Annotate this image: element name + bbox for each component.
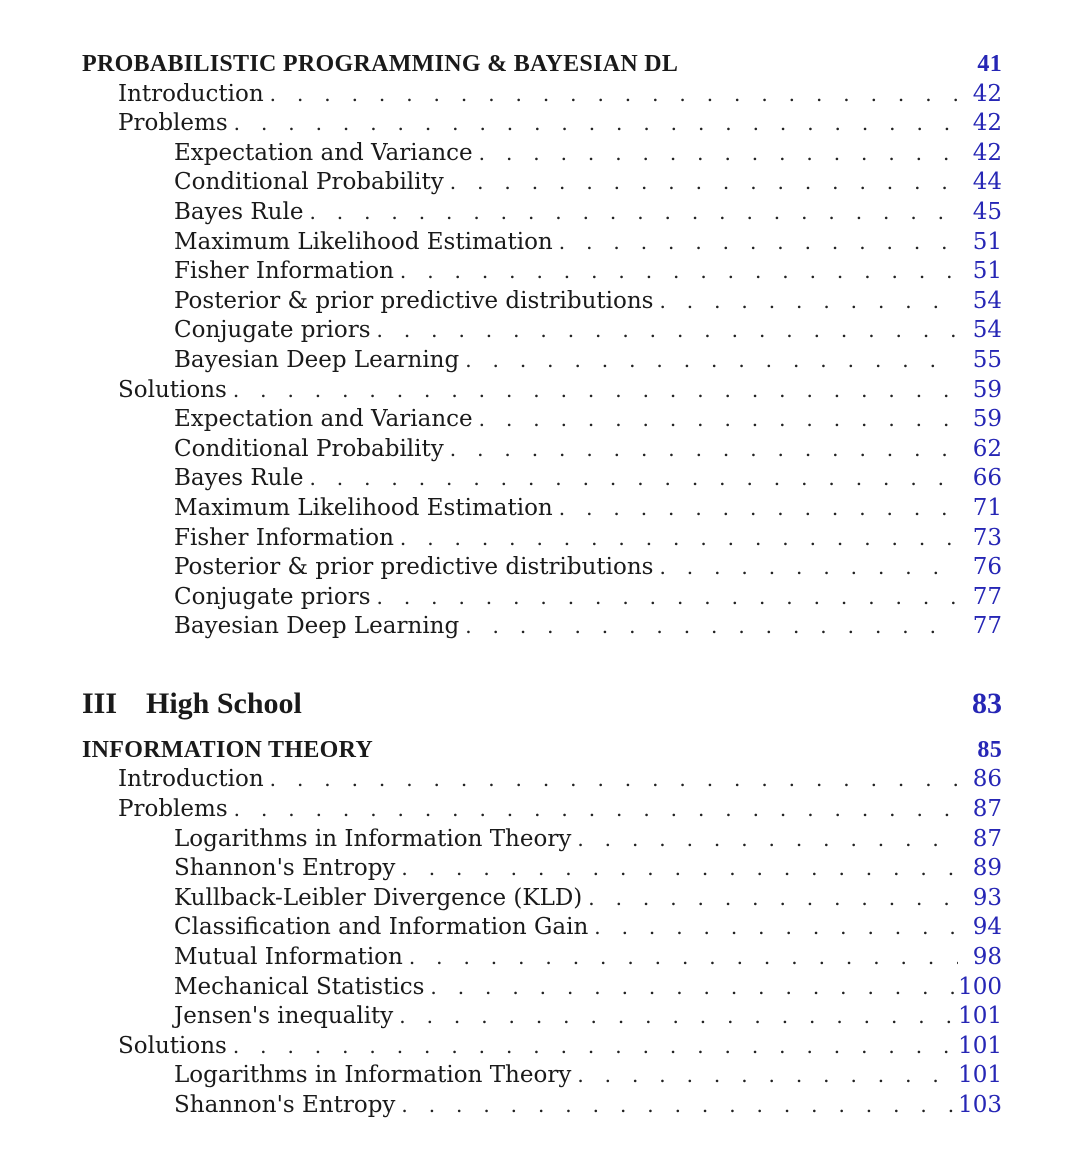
toc-subsection[interactable]	[82, 257, 1002, 287]
dot-leader	[659, 553, 958, 583]
dot-leader	[465, 612, 958, 642]
toc-chapter[interactable]	[82, 736, 1002, 766]
dot-leader	[399, 1002, 954, 1032]
entry-title: Conditional Probability	[82, 435, 450, 465]
entry-page-link[interactable]: 94	[958, 913, 1002, 943]
entry-page-link[interactable]: 100	[954, 973, 1002, 1003]
entry-title: Logarithms in Information Theory	[82, 825, 577, 855]
entry-page-link[interactable]: 54	[958, 287, 1002, 317]
toc-subsection[interactable]	[82, 553, 1002, 583]
chapter-page-link[interactable]: 85	[958, 736, 1002, 766]
part-heading[interactable]	[82, 684, 1002, 724]
toc-section[interactable]	[82, 109, 1002, 139]
dot-leader	[465, 346, 958, 376]
part-page-link[interactable]: 83	[972, 686, 1002, 720]
dot-leader	[400, 524, 958, 554]
entry-page-link[interactable]: 51	[958, 228, 1002, 258]
toc-subsection[interactable]	[82, 884, 1002, 914]
entry-page-link[interactable]: 55	[958, 346, 1002, 376]
entry-title: Conjugate priors	[82, 583, 377, 613]
toc-subsection[interactable]	[82, 198, 1002, 228]
entry-page-link[interactable]: 66	[958, 464, 1002, 494]
toc-subsection[interactable]	[82, 825, 1002, 855]
entry-page-link[interactable]: 87	[958, 795, 1002, 825]
toc-subsection[interactable]	[82, 1091, 1002, 1121]
dot-leader	[377, 583, 958, 613]
toc-subsection[interactable]	[82, 524, 1002, 554]
entry-title: Conjugate priors	[82, 316, 377, 346]
entry-page-link[interactable]: 73	[958, 524, 1002, 554]
chapter-probabilistic-programming	[82, 50, 1002, 642]
dot-leader	[559, 228, 958, 258]
dot-leader	[234, 109, 958, 139]
toc-subsection[interactable]	[82, 612, 1002, 642]
entry-page-link[interactable]: 42	[958, 80, 1002, 110]
entry-title: Fisher Information	[82, 257, 400, 287]
chapter-title: INFORMATION THEORY	[82, 736, 379, 766]
entry-page-link[interactable]: 101	[954, 1032, 1002, 1062]
entry-title: Shannon's Entropy	[82, 854, 401, 884]
chapter-page-link[interactable]: 41	[958, 50, 1002, 80]
entry-page-link[interactable]: 59	[958, 376, 1002, 406]
dot-leader	[409, 943, 958, 973]
dot-leader	[270, 765, 958, 795]
entry-page-link[interactable]: 45	[958, 198, 1002, 228]
toc-subsection[interactable]	[82, 854, 1002, 884]
entry-page-link[interactable]: 93	[958, 884, 1002, 914]
dot-leader	[233, 1032, 954, 1062]
toc-subsection[interactable]	[82, 228, 1002, 258]
entry-page-link[interactable]: 89	[958, 854, 1002, 884]
dot-leader	[577, 1061, 954, 1091]
chapter-information-theory	[82, 736, 1002, 1121]
entry-title: Problems	[82, 795, 234, 825]
toc-subsection[interactable]	[82, 464, 1002, 494]
entry-page-link[interactable]: 77	[958, 612, 1002, 642]
dot-leader	[450, 435, 958, 465]
toc-subsection[interactable]	[82, 973, 1002, 1003]
entry-title: Kullback-Leibler Divergence (KLD)	[82, 884, 588, 914]
entry-page-link[interactable]: 44	[958, 168, 1002, 198]
toc-section[interactable]	[82, 795, 1002, 825]
entry-title: Classification and Information Gain	[82, 913, 594, 943]
dot-leader	[659, 287, 958, 317]
table-of-contents	[82, 50, 1002, 1121]
toc-subsection[interactable]	[82, 1061, 1002, 1091]
entry-title: Introduction	[82, 80, 270, 110]
entry-page-link[interactable]: 98	[958, 943, 1002, 973]
entry-title: Solutions	[82, 376, 233, 406]
entry-page-link[interactable]: 51	[958, 257, 1002, 287]
dot-leader	[270, 80, 958, 110]
entry-title: Maximum Likelihood Estimation	[82, 494, 559, 524]
dot-leader	[479, 139, 958, 169]
entry-title: Fisher Information	[82, 524, 400, 554]
dot-leader	[234, 795, 958, 825]
dot-leader	[401, 1091, 954, 1121]
dot-leader	[588, 884, 958, 914]
entry-title: Bayesian Deep Learning	[82, 346, 465, 376]
dot-leader	[559, 494, 958, 524]
dot-leader	[401, 854, 958, 884]
entry-title: Expectation and Variance	[82, 139, 479, 169]
toc-subsection[interactable]	[82, 168, 1002, 198]
toc-subsection[interactable]	[82, 435, 1002, 465]
entry-page-link[interactable]: 62	[958, 435, 1002, 465]
entry-page-link[interactable]: 103	[954, 1091, 1002, 1121]
toc-subsection[interactable]	[82, 943, 1002, 973]
entry-title: Posterior & prior predictive distributions	[82, 287, 659, 317]
entry-title: Expectation and Variance	[82, 405, 479, 435]
entry-page-link[interactable]: 54	[958, 316, 1002, 346]
entry-page-link[interactable]: 42	[958, 109, 1002, 139]
entry-page-link[interactable]: 87	[958, 825, 1002, 855]
entry-title: Bayes Rule	[82, 198, 309, 228]
dot-leader	[309, 198, 958, 228]
entry-title: Jensen's inequality	[82, 1002, 399, 1032]
entry-title: Mechanical Statistics	[82, 973, 430, 1003]
entry-page-link[interactable]: 86	[958, 765, 1002, 795]
toc-section[interactable]	[82, 1032, 1002, 1062]
entry-title: Bayes Rule	[82, 464, 309, 494]
dot-leader	[377, 316, 958, 346]
entry-title: Mutual Information	[82, 943, 409, 973]
toc-section[interactable]	[82, 765, 1002, 795]
toc-subsection[interactable]	[82, 346, 1002, 376]
toc-subsection[interactable]	[82, 405, 1002, 435]
toc-section[interactable]	[82, 376, 1002, 406]
dot-leader	[577, 825, 958, 855]
entry-title: Posterior & prior predictive distributions	[82, 553, 659, 583]
dot-leader	[450, 168, 958, 198]
toc-subsection[interactable]	[82, 494, 1002, 524]
entry-title: Logarithms in Information Theory	[82, 1061, 577, 1091]
entry-title: Shannon's Entropy	[82, 1091, 401, 1121]
dot-leader	[233, 376, 958, 406]
dot-leader	[430, 973, 954, 1003]
toc-section[interactable]	[82, 80, 1002, 110]
part-number: III	[82, 686, 118, 720]
entry-page-link[interactable]: 71	[958, 494, 1002, 524]
entry-title: Introduction	[82, 765, 270, 795]
part-title: High School	[146, 686, 302, 720]
toc-chapter[interactable]	[82, 50, 1002, 80]
toc-subsection[interactable]	[82, 1002, 1002, 1032]
entry-title: Problems	[82, 109, 234, 139]
toc-subsection[interactable]	[82, 287, 1002, 317]
dot-leader	[594, 913, 958, 943]
dot-leader	[309, 464, 958, 494]
chapter-title: PROBABILISTIC PROGRAMMING & BAYESIAN DL	[82, 50, 684, 80]
entry-title: Conditional Probability	[82, 168, 450, 198]
toc-subsection[interactable]	[82, 583, 1002, 613]
entry-page-link[interactable]: 42	[958, 139, 1002, 169]
toc-subsection[interactable]	[82, 316, 1002, 346]
toc-subsection[interactable]	[82, 139, 1002, 169]
entry-title: Solutions	[82, 1032, 233, 1062]
entry-page-link[interactable]: 101	[954, 1002, 1002, 1032]
toc-subsection[interactable]	[82, 913, 1002, 943]
entry-title: Maximum Likelihood Estimation	[82, 228, 559, 258]
dot-leader	[400, 257, 958, 287]
entry-page-link[interactable]: 101	[954, 1061, 1002, 1091]
entry-page-link[interactable]: 59	[958, 405, 1002, 435]
entry-title: Bayesian Deep Learning	[82, 612, 465, 642]
dot-leader	[479, 405, 958, 435]
entry-page-link[interactable]: 77	[958, 583, 1002, 613]
entry-page-link[interactable]: 76	[958, 553, 1002, 583]
